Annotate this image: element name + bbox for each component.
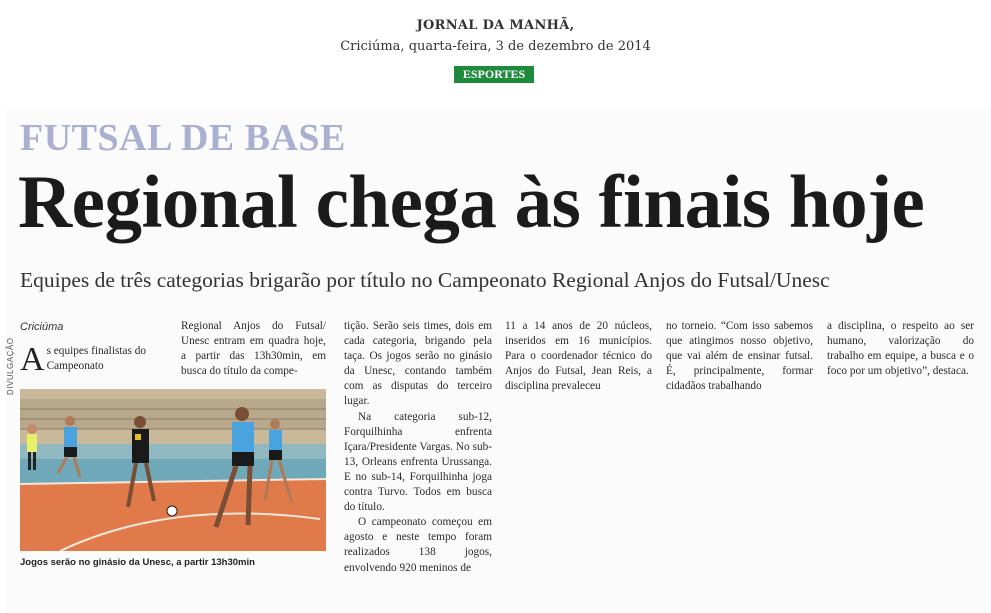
article-column-5 xyxy=(827,319,974,379)
futsal-match-image xyxy=(20,389,326,551)
paragraph: no torneio. “Com isso sabemos que atingimos nosso objetivo, que vai além de ensinar futsal. É, principalmente, formar cidadãos trabalhando xyxy=(666,320,813,393)
section-badge: ESPORTES xyxy=(454,66,534,83)
article-subhead: Equipes de três categorias brigarão por título no Campeonato Regional Anjos do Futsal/Unesc xyxy=(20,268,830,292)
lead-text: s equipes finalistas do Campeonato xyxy=(46,345,147,372)
dateline-location: Criciúma xyxy=(20,321,64,333)
paragraph: 11 a 14 anos de 20 núcleos, inseridos em 16 municípios. Para o coordenador técnico do Anjos do Futsal, Jean Reis, a disciplina prevaleceu xyxy=(505,320,652,393)
newspaper-name: JORNAL DA MANHÃ, xyxy=(416,18,575,33)
photo-credit: DIVULGAÇÃO xyxy=(6,337,15,395)
paragraph: Na categoria sub-12, Forquilhinha enfrenta Içara/Presidente Vargas. No sub-13, Orleans enfrenta Urussanga. E no sub-14, Forquilhinha joga contra Turvo. Todos em busca do título. xyxy=(344,410,492,514)
article-headline: Regional chega às finais hoje xyxy=(18,161,925,244)
article-column-1 xyxy=(181,319,326,379)
article-column-4 xyxy=(666,319,813,394)
article-column-2 xyxy=(344,319,492,576)
publication-date: Criciúma, quarta-feira, 3 de dezembro de 2014 xyxy=(340,39,651,54)
paragraph: a disciplina, o respeito ao ser humano, valorização do trabalho em equipe, a busca e o foco por um objetivo”, destaca. xyxy=(827,320,974,378)
article-column-3 xyxy=(505,319,652,394)
paragraph: O campeonato começou em agosto e neste tempo foram realizados 138 jogos, envolvendo 920 meninos de xyxy=(344,516,492,574)
drop-cap: A xyxy=(20,341,45,378)
photo-caption: Jogos serão no ginásio da Unesc, a partir 13h30min xyxy=(20,557,255,568)
article-kicker: FUTSAL DE BASE xyxy=(20,117,346,159)
paragraph: tição. Serão seis times, dois em cada categoria, brigando pela taça. Os jogos serão no ginásio da Unesc, contando também com as disputas do terceiro lugar. xyxy=(344,320,492,408)
futsal-photo xyxy=(20,389,326,551)
paragraph: Regional Anjos do Futsal/ Unesc entram em quadra hoje, a partir das 13h30min, em busca do título da compe- xyxy=(181,320,326,378)
lead-paragraph xyxy=(20,341,168,378)
